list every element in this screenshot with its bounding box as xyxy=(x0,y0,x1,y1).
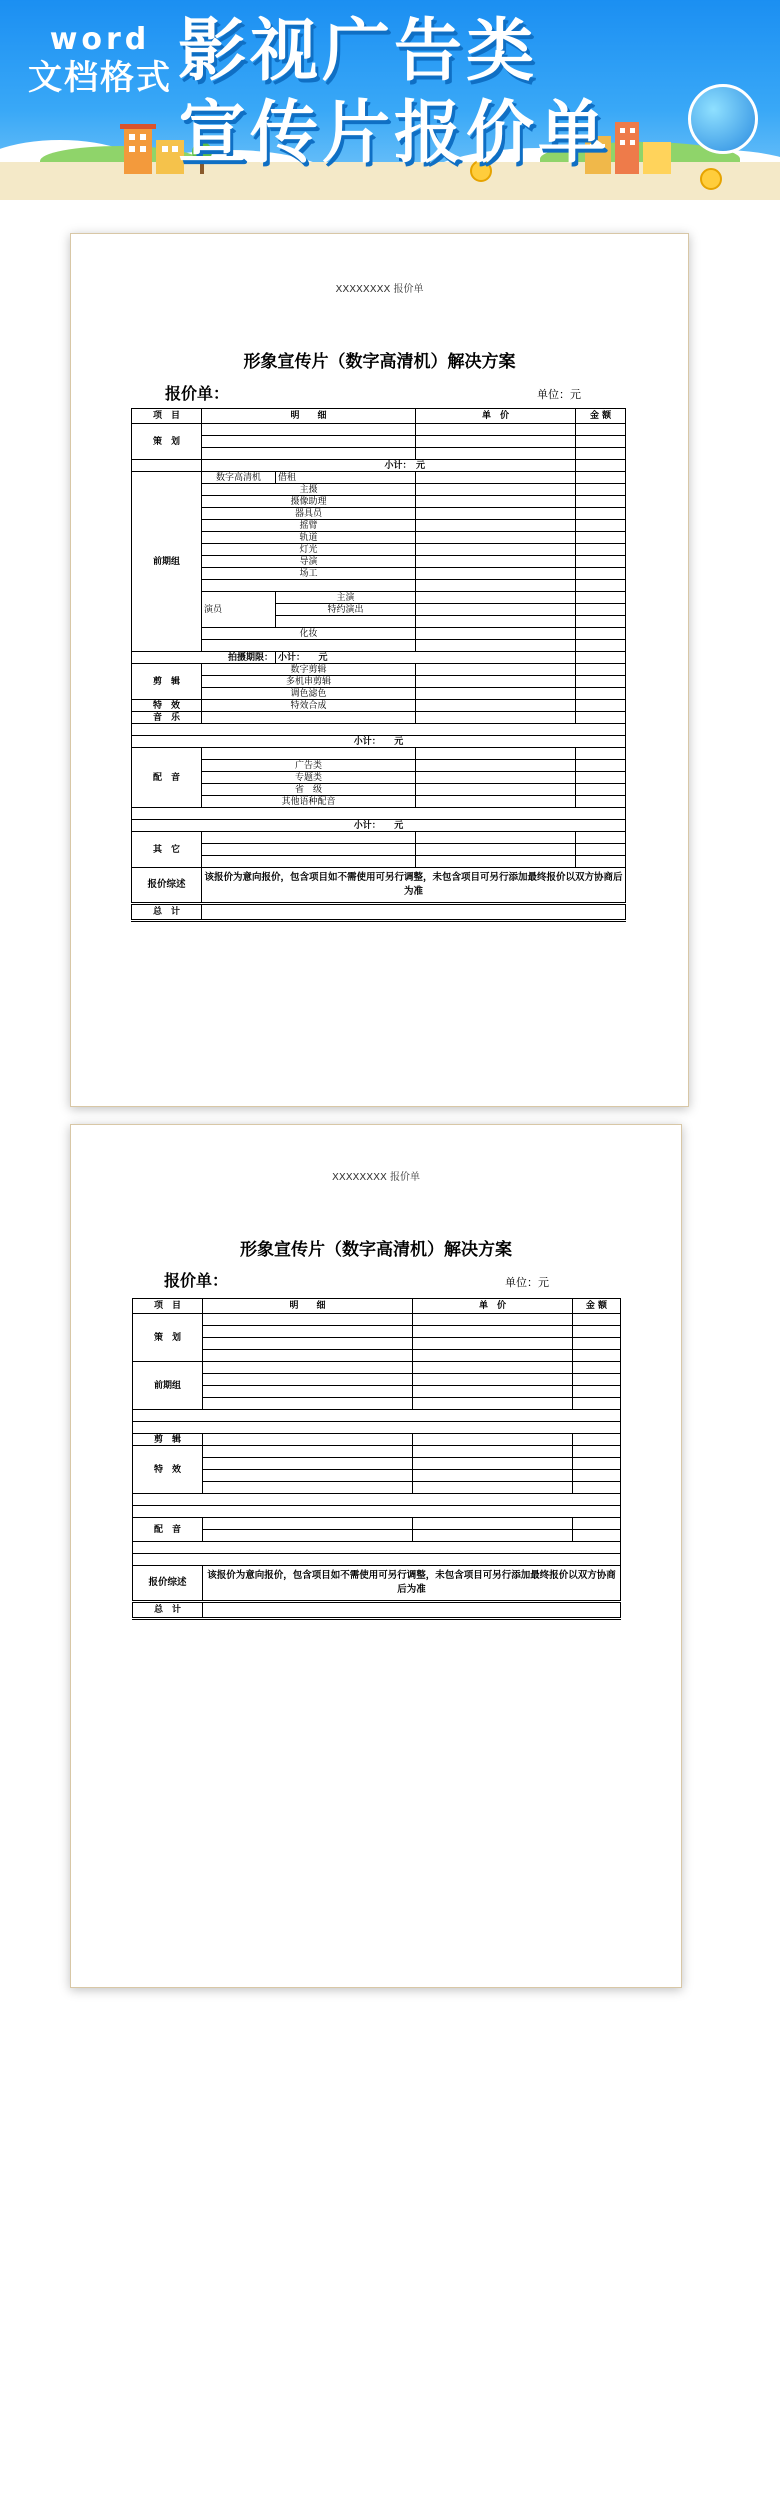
table-cell xyxy=(576,532,626,544)
table-cell xyxy=(573,1530,621,1542)
note-text: 该报价为意向报价，包含项目如不需使用可另行调整，未包含项目可另行添加最终报价以双方协商后为准 xyxy=(202,868,626,904)
col-amount-header: 金 额 xyxy=(576,409,626,424)
other-cell: 其 它 xyxy=(132,832,202,868)
table-cell xyxy=(413,1470,573,1482)
pre-item: 导演 xyxy=(202,556,416,568)
table-row xyxy=(132,568,626,580)
effects-item: 特效合成 xyxy=(202,700,416,712)
table-row xyxy=(132,472,626,484)
table-cell xyxy=(576,832,626,844)
table-cell xyxy=(573,1518,621,1530)
table-row xyxy=(132,712,626,724)
note-label: 报价综述 xyxy=(132,868,202,904)
table-cell xyxy=(416,544,576,556)
subtotal-row xyxy=(132,460,626,472)
subtotal-3: 小计： 元 xyxy=(132,736,626,748)
table-row xyxy=(132,664,626,676)
table-cell xyxy=(413,1326,573,1338)
table-cell xyxy=(576,748,626,760)
table-cell xyxy=(413,1362,573,1374)
col-detail-header: 明 细 xyxy=(203,1299,413,1314)
quote-label: 报价单： xyxy=(164,1271,229,1290)
table-cell xyxy=(203,1314,413,1326)
table-cell xyxy=(203,1398,413,1410)
table-cell xyxy=(576,640,626,652)
table-row xyxy=(132,580,626,592)
planning-cell: 策 划 xyxy=(133,1314,203,1362)
dubbing-item: 其他语种配音 xyxy=(202,796,416,808)
col-item-header: 项 目 xyxy=(133,1299,203,1314)
unit-label: 单位：元 xyxy=(537,388,581,401)
table-cell xyxy=(416,796,576,808)
banner-title-line1: 影视广告类 xyxy=(178,12,539,91)
table-cell xyxy=(576,484,626,496)
table-cell xyxy=(416,784,576,796)
table-cell xyxy=(576,436,626,448)
table-cell xyxy=(573,1470,621,1482)
table-cell xyxy=(576,784,626,796)
globe-icon xyxy=(688,84,758,154)
table-row xyxy=(132,532,626,544)
table-cell xyxy=(202,856,416,868)
table-cell xyxy=(413,1434,573,1446)
table-cell xyxy=(416,772,576,784)
makeup-item: 化妆 xyxy=(202,628,416,640)
planning-cell: 策 划 xyxy=(132,424,202,460)
subtotal-row xyxy=(132,820,626,832)
dubbing-cell: 配 音 xyxy=(133,1518,203,1542)
document-page-2 xyxy=(70,1124,682,1988)
table-cell xyxy=(202,748,416,760)
table-row xyxy=(132,520,626,532)
page-header: XXXXXXXX 报价单 xyxy=(335,284,424,295)
table-cell xyxy=(416,700,576,712)
dubbing-item: 专题类 xyxy=(202,772,416,784)
table-row xyxy=(132,700,626,712)
table-cell xyxy=(413,1314,573,1326)
table-row xyxy=(133,1542,621,1554)
col-price-header: 单 价 xyxy=(413,1299,573,1314)
pre-item: 场工 xyxy=(202,568,416,580)
table-cell xyxy=(413,1518,573,1530)
table-cell xyxy=(132,460,202,472)
table-cell xyxy=(202,640,416,652)
table-cell xyxy=(576,544,626,556)
table-cell xyxy=(413,1482,573,1494)
table-cell xyxy=(573,1326,621,1338)
table-cell xyxy=(416,520,576,532)
table-cell xyxy=(416,688,576,700)
table-cell xyxy=(132,808,626,820)
format-tag-word: word xyxy=(49,22,151,57)
table-row xyxy=(133,1350,621,1362)
table-row xyxy=(132,808,626,820)
table-cell xyxy=(413,1386,573,1398)
table-cell xyxy=(203,1374,413,1386)
table-row xyxy=(132,508,626,520)
effects-cell: 特 效 xyxy=(132,700,202,712)
table-cell xyxy=(416,472,576,484)
table-cell xyxy=(133,1422,621,1434)
table-row xyxy=(132,844,626,856)
table-cell xyxy=(416,664,576,676)
table-cell xyxy=(573,1338,621,1350)
col-price-header: 单 价 xyxy=(416,409,576,424)
table-row xyxy=(133,1518,621,1530)
document-title: 形象宣传片（数字高清机）解决方案 xyxy=(240,1240,512,1260)
table-cell xyxy=(576,508,626,520)
table-cell xyxy=(573,1386,621,1398)
table-cell xyxy=(576,844,626,856)
pre-item: 主摄 xyxy=(202,484,416,496)
table-cell xyxy=(416,760,576,772)
table-cell xyxy=(203,1518,413,1530)
editing-item: 调色滤色 xyxy=(202,688,416,700)
table-cell xyxy=(203,1350,413,1362)
table-cell xyxy=(576,856,626,868)
table-cell xyxy=(413,1446,573,1458)
table-cell xyxy=(576,700,626,712)
table-cell xyxy=(573,1398,621,1410)
table-row xyxy=(133,1338,621,1350)
table-cell xyxy=(416,748,576,760)
table-cell xyxy=(416,532,576,544)
table-row xyxy=(133,1446,621,1458)
table-row xyxy=(132,748,626,760)
editing-cell: 剪 辑 xyxy=(133,1434,203,1446)
table-row xyxy=(133,1374,621,1386)
table-cell xyxy=(413,1530,573,1542)
music-cell: 音 乐 xyxy=(132,712,202,724)
pre-item: 摇臂 xyxy=(202,520,416,532)
table-cell xyxy=(573,1374,621,1386)
table-row xyxy=(132,592,626,604)
table-cell xyxy=(576,712,626,724)
table-cell xyxy=(416,496,576,508)
table-row xyxy=(132,556,626,568)
table-cell xyxy=(416,832,576,844)
note-label: 报价综述 xyxy=(133,1566,203,1602)
table-cell xyxy=(133,1542,621,1554)
table-cell xyxy=(576,796,626,808)
document-page-1 xyxy=(70,233,689,1107)
table-cell xyxy=(576,688,626,700)
table-cell xyxy=(416,556,576,568)
table-cell xyxy=(573,1482,621,1494)
pre-production-cell: 前期组 xyxy=(133,1362,203,1410)
table-cell xyxy=(576,556,626,568)
table-cell xyxy=(573,1446,621,1458)
table-cell xyxy=(203,1530,413,1542)
unit-label: 单位：元 xyxy=(505,1276,549,1289)
table-row xyxy=(132,448,626,460)
table-cell xyxy=(576,676,626,688)
table-row xyxy=(132,544,626,556)
table-cell xyxy=(416,628,576,640)
table-cell xyxy=(276,616,416,628)
note-text: 该报价为意向报价，包含项目如不需使用可另行调整，未包含项目可另行添加最终报价以双方协商后为准 xyxy=(203,1566,621,1602)
table-cell xyxy=(203,1482,413,1494)
table-row xyxy=(133,1554,621,1566)
table-cell xyxy=(416,448,576,460)
table-row xyxy=(132,496,626,508)
total-label: 总 计 xyxy=(132,904,202,921)
table-cell xyxy=(203,1458,413,1470)
table-cell xyxy=(576,772,626,784)
table-cell xyxy=(416,568,576,580)
table-row xyxy=(133,1482,621,1494)
subtotal-row xyxy=(132,652,626,664)
col-detail-header: 明 细 xyxy=(202,409,416,424)
table-cell xyxy=(416,508,576,520)
table-cell xyxy=(576,448,626,460)
table-cell xyxy=(573,1434,621,1446)
table-cell xyxy=(203,1326,413,1338)
table-cell xyxy=(416,580,576,592)
table-row xyxy=(132,628,626,640)
banner-title-line2: 宣传片报价单 xyxy=(178,94,611,173)
table-cell xyxy=(576,664,626,676)
note-row xyxy=(133,1566,621,1602)
note-row xyxy=(132,868,626,904)
table-cell xyxy=(576,652,626,664)
banner xyxy=(0,0,780,200)
table-cell xyxy=(576,760,626,772)
editing-item: 数字剪辑 xyxy=(202,664,416,676)
subtotal-2: 小计： 元 xyxy=(276,652,576,664)
table-cell xyxy=(203,1470,413,1482)
table-header-row xyxy=(132,409,626,424)
actor-item: 主演 xyxy=(276,592,416,604)
table-cell xyxy=(576,616,626,628)
table-cell xyxy=(573,1458,621,1470)
table-cell xyxy=(133,1506,621,1518)
table-cell xyxy=(203,1362,413,1374)
table-row xyxy=(133,1386,621,1398)
table-cell xyxy=(413,1338,573,1350)
table-cell xyxy=(576,568,626,580)
table-row xyxy=(133,1314,621,1326)
table-row xyxy=(132,772,626,784)
quote-table xyxy=(132,1298,621,1620)
table-cell xyxy=(416,592,576,604)
table-cell xyxy=(573,1362,621,1374)
table-cell xyxy=(576,520,626,532)
pre-item: 摄像助理 xyxy=(202,496,416,508)
table-row xyxy=(133,1470,621,1482)
col-item-header: 项 目 xyxy=(132,409,202,424)
table-header-row xyxy=(133,1299,621,1314)
pre-item: 数字高清机 xyxy=(202,472,276,484)
table-cell xyxy=(203,1434,413,1446)
table-cell xyxy=(202,448,416,460)
table-cell xyxy=(416,844,576,856)
dubbing-item: 广告类 xyxy=(202,760,416,772)
table-cell xyxy=(133,1410,621,1422)
table-cell xyxy=(202,712,416,724)
total-value xyxy=(202,904,626,921)
table-row xyxy=(132,436,626,448)
total-row xyxy=(133,1602,621,1619)
table-cell xyxy=(202,580,416,592)
shoot-period: 拍摄期限： xyxy=(132,652,276,664)
table-cell xyxy=(416,604,576,616)
table-cell xyxy=(416,712,576,724)
table-cell xyxy=(202,832,416,844)
table-row xyxy=(132,688,626,700)
table-cell xyxy=(416,436,576,448)
table-cell xyxy=(576,424,626,436)
coin-icon xyxy=(700,168,722,190)
table-cell xyxy=(576,580,626,592)
table-row xyxy=(133,1434,621,1446)
table-row xyxy=(133,1398,621,1410)
total-label: 总 计 xyxy=(133,1602,203,1619)
quote-label: 报价单： xyxy=(165,384,230,403)
table-cell xyxy=(416,640,576,652)
table-cell xyxy=(576,496,626,508)
table-row xyxy=(133,1458,621,1470)
table-cell xyxy=(576,472,626,484)
table-cell xyxy=(413,1374,573,1386)
editing-cell: 剪 辑 xyxy=(132,664,202,700)
total-row xyxy=(132,904,626,921)
table-row xyxy=(132,640,626,652)
table-row xyxy=(132,484,626,496)
page-header: XXXXXXXX 报价单 xyxy=(332,1172,420,1183)
subtotal-4: 小计： 元 xyxy=(132,820,626,832)
pre-item: 器具员 xyxy=(202,508,416,520)
format-tag-chinese: 文档格式 xyxy=(28,58,172,98)
table-cell xyxy=(416,616,576,628)
dubbing-item: 省 级 xyxy=(202,784,416,796)
table-row xyxy=(133,1530,621,1542)
table-cell xyxy=(573,1350,621,1362)
actor-item: 特约演出 xyxy=(276,604,416,616)
table-cell xyxy=(413,1398,573,1410)
quote-table xyxy=(131,408,626,922)
table-cell xyxy=(133,1554,621,1566)
pre-production-cell: 前期组 xyxy=(132,472,202,652)
table-row xyxy=(133,1362,621,1374)
table-cell xyxy=(573,1314,621,1326)
table-row xyxy=(133,1410,621,1422)
table-row xyxy=(133,1494,621,1506)
table-cell xyxy=(203,1446,413,1458)
table-row xyxy=(132,760,626,772)
table-row xyxy=(133,1326,621,1338)
table-row xyxy=(132,796,626,808)
table-cell xyxy=(202,424,416,436)
table-cell xyxy=(416,676,576,688)
table-row xyxy=(132,424,626,436)
table-cell xyxy=(413,1350,573,1362)
table-cell xyxy=(576,628,626,640)
effects-cell: 特 效 xyxy=(133,1446,203,1494)
pre-item: 轨道 xyxy=(202,532,416,544)
table-row xyxy=(133,1422,621,1434)
table-cell xyxy=(416,424,576,436)
table-cell xyxy=(576,592,626,604)
table-cell xyxy=(576,604,626,616)
table-cell xyxy=(416,484,576,496)
table-cell xyxy=(132,724,626,736)
table-cell xyxy=(203,1386,413,1398)
total-value xyxy=(203,1602,621,1619)
actors-cell: 演员 xyxy=(202,592,276,628)
editing-item: 多机串剪辑 xyxy=(202,676,416,688)
subtotal-row xyxy=(132,736,626,748)
table-row xyxy=(132,676,626,688)
format-tag xyxy=(20,22,180,98)
table-row xyxy=(132,856,626,868)
table-cell xyxy=(202,436,416,448)
pre-extra: 借租 xyxy=(276,472,416,484)
document-title: 形象宣传片（数字高清机）解决方案 xyxy=(243,352,516,372)
table-cell xyxy=(576,460,626,472)
col-amount-header: 金 额 xyxy=(573,1299,621,1314)
table-row xyxy=(132,832,626,844)
table-cell xyxy=(203,1338,413,1350)
table-row xyxy=(133,1506,621,1518)
table-cell xyxy=(416,856,576,868)
subtotal-1: 小计： 元 xyxy=(202,460,576,472)
table-cell xyxy=(202,844,416,856)
table-row xyxy=(132,784,626,796)
table-cell xyxy=(133,1494,621,1506)
table-row xyxy=(132,724,626,736)
table-cell xyxy=(413,1458,573,1470)
pre-item: 灯光 xyxy=(202,544,416,556)
dubbing-cell: 配 音 xyxy=(132,748,202,808)
